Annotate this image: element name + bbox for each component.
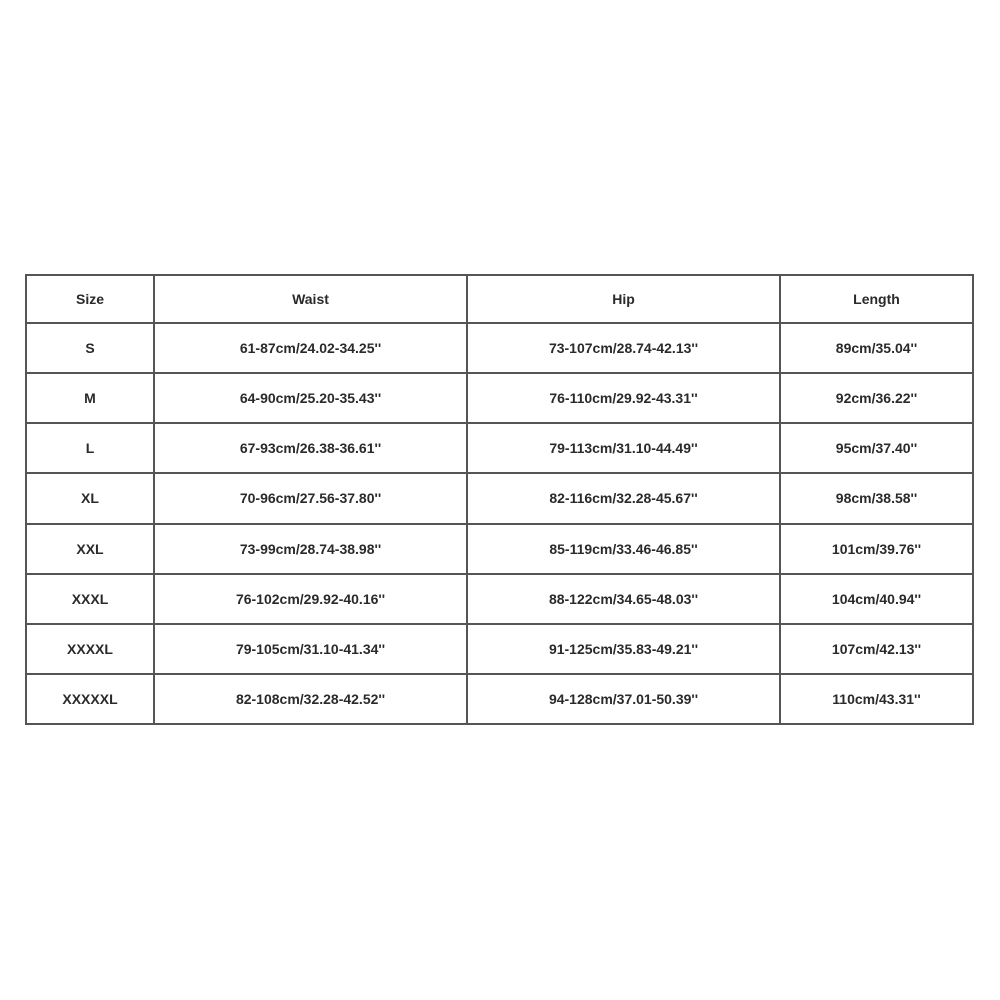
length-cell: 104cm/40.94'' xyxy=(780,574,973,624)
size-cell: XXXXXL xyxy=(26,674,154,724)
hip-cell: 82-116cm/32.28-45.67'' xyxy=(467,473,780,523)
length-cell: 92cm/36.22'' xyxy=(780,373,973,423)
table-row xyxy=(26,423,973,473)
table-row xyxy=(26,323,973,373)
table-header-row xyxy=(26,275,973,323)
size-chart-table xyxy=(25,274,974,725)
hip-cell: 73-107cm/28.74-42.13'' xyxy=(467,323,780,373)
hip-cell: 79-113cm/31.10-44.49'' xyxy=(467,423,780,473)
table-row xyxy=(26,624,973,674)
waist-cell: 67-93cm/26.38-36.61'' xyxy=(154,423,467,473)
header-waist: Waist xyxy=(154,275,467,323)
table-row xyxy=(26,524,973,574)
size-cell: XXXXL xyxy=(26,624,154,674)
length-cell: 95cm/37.40'' xyxy=(780,423,973,473)
size-cell: L xyxy=(26,423,154,473)
table-row xyxy=(26,574,973,624)
waist-cell: 73-99cm/28.74-38.98'' xyxy=(154,524,467,574)
length-cell: 89cm/35.04'' xyxy=(780,323,973,373)
hip-cell: 88-122cm/34.65-48.03'' xyxy=(467,574,780,624)
waist-cell: 76-102cm/29.92-40.16'' xyxy=(154,574,467,624)
size-cell: XL xyxy=(26,473,154,523)
header-length: Length xyxy=(780,275,973,323)
length-cell: 107cm/42.13'' xyxy=(780,624,973,674)
length-cell: 98cm/38.58'' xyxy=(780,473,973,523)
size-cell: M xyxy=(26,373,154,423)
header-size: Size xyxy=(26,275,154,323)
waist-cell: 82-108cm/32.28-42.52'' xyxy=(154,674,467,724)
table-row xyxy=(26,473,973,523)
table-row xyxy=(26,373,973,423)
header-hip: Hip xyxy=(467,275,780,323)
length-cell: 101cm/39.76'' xyxy=(780,524,973,574)
size-cell: XXL xyxy=(26,524,154,574)
size-cell: S xyxy=(26,323,154,373)
hip-cell: 94-128cm/37.01-50.39'' xyxy=(467,674,780,724)
waist-cell: 61-87cm/24.02-34.25'' xyxy=(154,323,467,373)
table-row xyxy=(26,674,973,724)
waist-cell: 64-90cm/25.20-35.43'' xyxy=(154,373,467,423)
size-cell: XXXL xyxy=(26,574,154,624)
hip-cell: 91-125cm/35.83-49.21'' xyxy=(467,624,780,674)
waist-cell: 79-105cm/31.10-41.34'' xyxy=(154,624,467,674)
length-cell: 110cm/43.31'' xyxy=(780,674,973,724)
waist-cell: 70-96cm/27.56-37.80'' xyxy=(154,473,467,523)
hip-cell: 85-119cm/33.46-46.85'' xyxy=(467,524,780,574)
hip-cell: 76-110cm/29.92-43.31'' xyxy=(467,373,780,423)
